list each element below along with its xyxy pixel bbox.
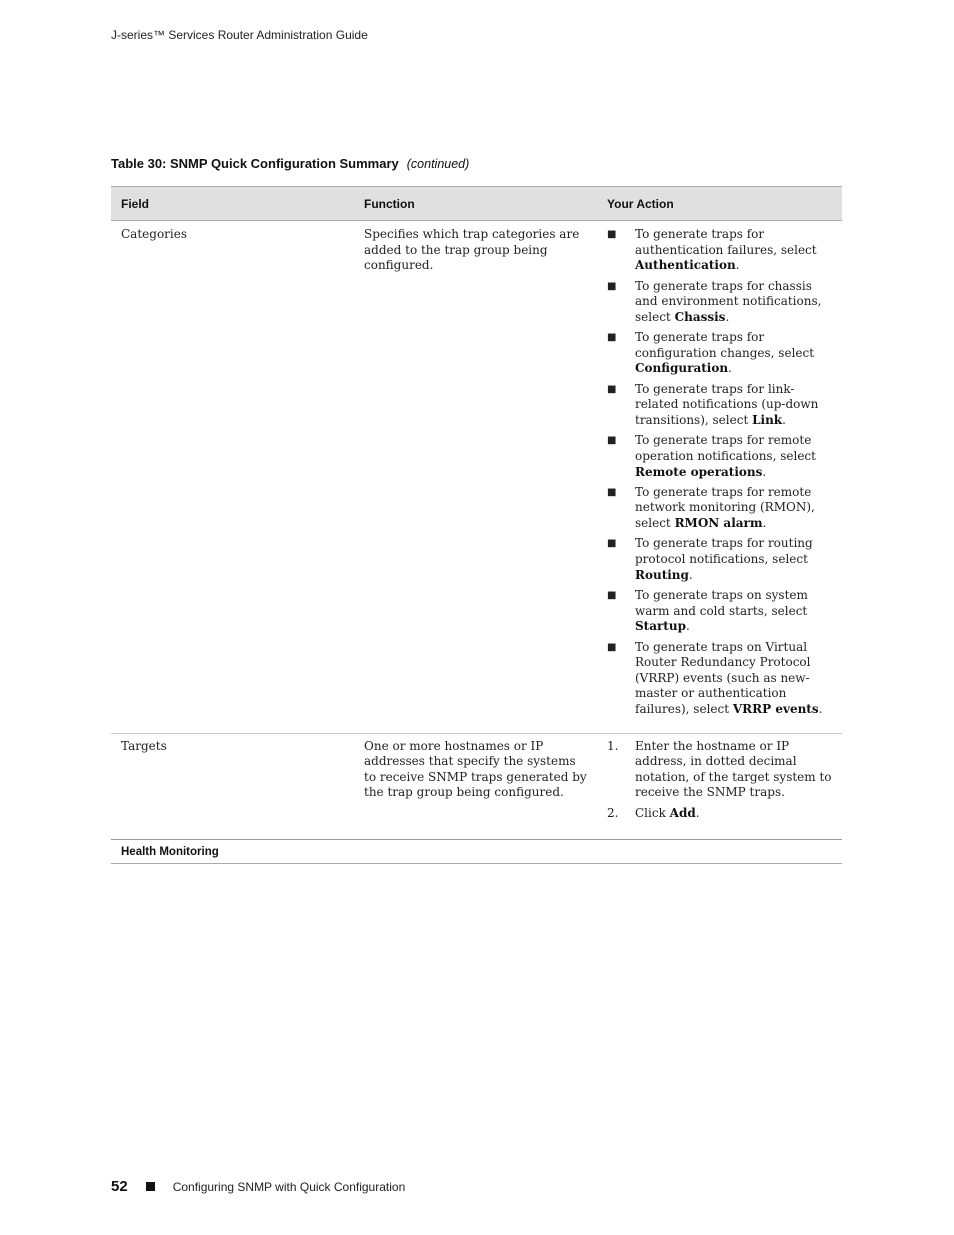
column-header-function: Function xyxy=(364,196,415,211)
config-summary-table xyxy=(111,186,842,864)
action-cell xyxy=(597,739,842,822)
action-option-name: Authentication xyxy=(635,258,736,273)
action-step-item xyxy=(607,739,836,801)
action-text-plain: Enter the hostname or IP address, in dotted decimal notation, of the target system to receive the SNMP traps. xyxy=(635,738,832,800)
action-text-plain: To generate traps for configuration changes, select xyxy=(635,330,815,360)
action-text xyxy=(635,536,836,583)
page-footer xyxy=(111,1178,405,1195)
action-option-name: Chassis xyxy=(674,309,726,324)
square-bullet-icon xyxy=(146,1182,155,1191)
action-text xyxy=(635,806,836,822)
action-text-plain: To generate traps for link-related notifications (up-down transitions), select xyxy=(635,381,819,427)
action-text xyxy=(635,330,836,377)
action-text-end: . xyxy=(762,516,767,531)
action-text-end: . xyxy=(735,258,740,273)
action-text-plain: To generate traps on Virtual Router Redundancy Protocol (VRRP) events (such as new-master or authentication failures), select xyxy=(635,639,811,716)
action-bullet-item xyxy=(607,433,836,480)
action-option-name: Add xyxy=(669,805,696,820)
action-option-name: Startup xyxy=(635,619,686,634)
action-option-name: RMON alarm xyxy=(674,516,763,531)
action-bullet-item xyxy=(607,640,836,718)
action-text-end: . xyxy=(725,309,730,324)
action-bullet-item xyxy=(607,536,836,583)
action-bullet-item xyxy=(607,279,836,326)
action-text xyxy=(635,485,836,532)
square-bullet-icon: ■ xyxy=(607,383,617,395)
footer-section-title: Configuring SNMP with Quick Configuration xyxy=(172,1179,406,1194)
function-cell: Specifies which trap categories are added to the trap group being configured. xyxy=(364,227,580,273)
column-header-your-action: Your Action xyxy=(607,196,674,211)
page-number: 52 xyxy=(111,1178,128,1195)
square-bullet-icon: ■ xyxy=(607,229,617,240)
action-text-end: . xyxy=(728,361,732,376)
action-text-plain: Click xyxy=(635,805,670,820)
action-bullet-item xyxy=(607,382,836,429)
action-option-name: Routing xyxy=(635,567,689,582)
action-text xyxy=(635,227,836,274)
action-text-plain: To generate traps for remote network monitoring (RMON), select xyxy=(635,484,815,531)
action-text-plain: To generate traps for authentication failures, select xyxy=(635,227,817,257)
running-header: J-series™ Services Router Administration Guide xyxy=(111,28,368,42)
square-bullet-icon: ■ xyxy=(607,590,617,602)
action-bullet-item xyxy=(607,588,836,635)
square-bullet-icon: ■ xyxy=(607,486,617,498)
action-text-plain: To generate traps for remote operation notifications, select xyxy=(635,433,816,463)
action-text xyxy=(635,279,836,326)
action-text-end: . xyxy=(685,619,690,634)
table-header-row xyxy=(111,186,842,221)
action-text xyxy=(635,433,836,480)
action-text-end: . xyxy=(762,464,767,479)
action-cell xyxy=(597,227,842,718)
action-text-plain: To generate traps for chassis and environment notifications, select xyxy=(635,278,822,324)
table-caption xyxy=(111,156,469,171)
action-text xyxy=(635,640,836,718)
step-number: 1. xyxy=(607,738,619,753)
action-text xyxy=(635,588,836,635)
table-row-categories xyxy=(111,221,842,734)
square-bullet-icon: ■ xyxy=(607,332,617,344)
function-cell: One or more hostnames or IP addresses that specify the systems to receive SNMP traps generated by the trap group being configured. xyxy=(364,738,587,800)
step-number: 2. xyxy=(607,805,619,820)
section-heading-health-monitoring: Health Monitoring xyxy=(111,840,842,864)
square-bullet-icon: ■ xyxy=(607,641,617,653)
table-caption-continued: (continued) xyxy=(406,157,470,171)
field-cell: Targets xyxy=(121,738,167,753)
table-caption-title: Table 30: SNMP Quick Configuration Summary xyxy=(111,156,399,171)
action-bullet-item xyxy=(607,227,836,274)
action-text-end: . xyxy=(782,412,786,427)
action-text-end: . xyxy=(695,805,700,820)
action-step-item xyxy=(607,806,836,822)
action-step-list xyxy=(607,739,836,822)
field-cell: Categories xyxy=(121,227,187,241)
action-option-name: VRRP events xyxy=(732,702,819,716)
action-text xyxy=(635,382,836,429)
column-header-field: Field xyxy=(121,196,150,211)
action-option-name: Configuration xyxy=(635,361,729,376)
square-bullet-icon: ■ xyxy=(607,435,617,447)
action-bullet-list xyxy=(607,227,836,718)
square-bullet-icon: ■ xyxy=(607,538,617,550)
action-text-end: . xyxy=(818,702,823,716)
table-row-targets xyxy=(111,734,842,841)
action-text-plain: To generate traps on system warm and cold starts, select xyxy=(635,588,808,618)
action-bullet-item xyxy=(607,330,836,377)
action-option-name: Link xyxy=(752,412,783,427)
action-text-end: . xyxy=(688,567,693,582)
action-text-plain: To generate traps for routing protocol notifications, select xyxy=(635,536,813,567)
action-text xyxy=(635,739,836,801)
square-bullet-icon: ■ xyxy=(607,280,617,292)
action-bullet-item xyxy=(607,485,836,532)
action-option-name: Remote operations xyxy=(635,464,763,479)
